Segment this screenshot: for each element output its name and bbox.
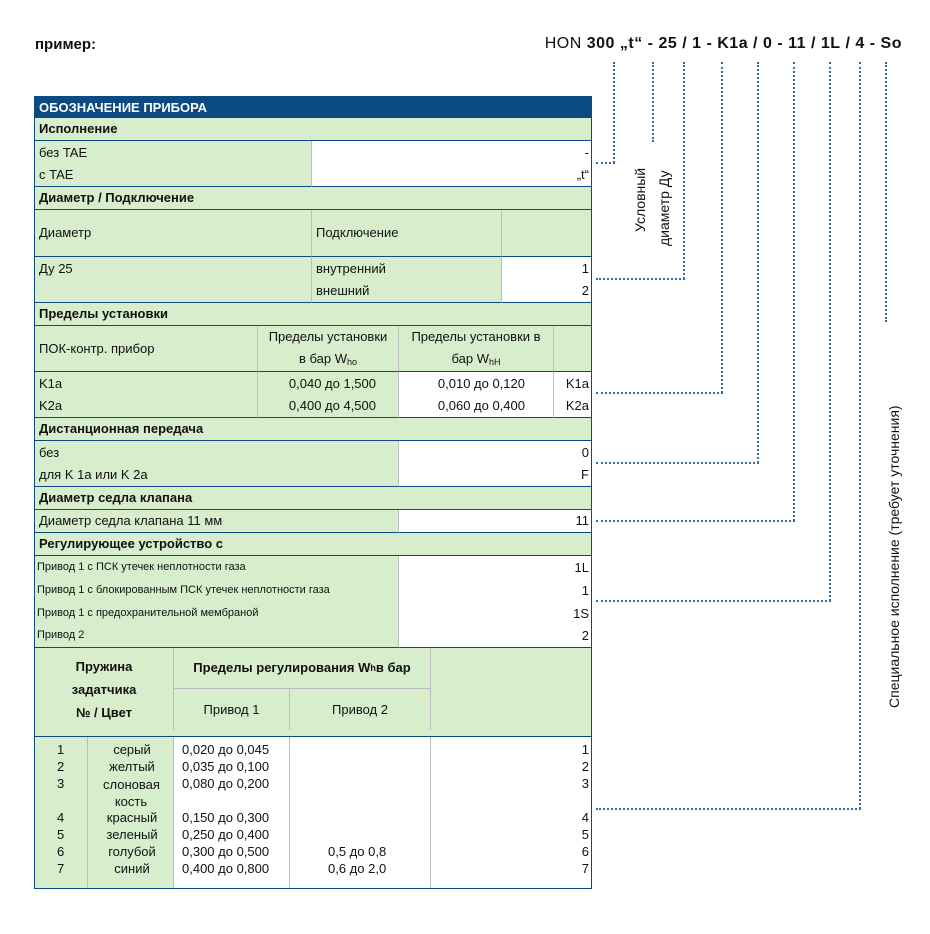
- dn-cell: [35, 257, 311, 303]
- header-line: Пределы установки в: [411, 329, 541, 345]
- code-part: /: [810, 35, 816, 52]
- example-label: пример:: [35, 36, 97, 53]
- code-part: HON: [544, 35, 582, 52]
- header-spacer: [35, 730, 592, 737]
- row-label: Привод 1 с ПСК утечек неплотности газа: [35, 556, 398, 579]
- col-header-diameter: Диаметр: [35, 210, 311, 257]
- range-header: Пределы регулирования W h в бар: [173, 648, 430, 689]
- code-part: -: [869, 35, 876, 52]
- model-code: [545, 35, 902, 53]
- table-row: 3 слоновая кость 0,080 до 0,200 3: [57, 776, 589, 809]
- row-code: 0: [398, 441, 592, 464]
- row-code: F: [398, 464, 592, 487]
- code-part: 300: [586, 35, 615, 52]
- table-row: 1 серый 0,020 до 0,045 1: [57, 742, 589, 757]
- who-value: 0,400 до 4,500: [257, 395, 398, 418]
- table-row: 4 красный 0,150 до 0,300 4: [57, 810, 589, 825]
- designation-table: [34, 96, 592, 889]
- row-label: Диаметр седла клапана 11 мм: [35, 510, 398, 533]
- col-header-drive2: Привод 2: [289, 689, 430, 730]
- col-header-whh: [398, 326, 553, 372]
- table-row: 6 голубой 0,300 до 0,500 0,5 до 0,8 6: [57, 844, 589, 859]
- spring-header: [35, 648, 173, 730]
- code-part: /: [682, 35, 688, 52]
- nominal-diameter-label-2: диаметр Ду: [656, 170, 672, 246]
- row-code: 1L: [398, 556, 592, 579]
- code-part: -: [706, 35, 713, 52]
- col-header-code: [430, 648, 592, 730]
- connection-value: внешний: [311, 280, 501, 303]
- section-title-remote: Дистанционная передача: [35, 418, 592, 441]
- row-label: для K 1a или K 2a: [35, 464, 398, 487]
- code-part: /: [753, 35, 758, 52]
- row-code: K1a: [553, 372, 592, 395]
- table-row: 7 синий 0,400 до 0,800 0,6 до 2,0 7: [57, 861, 589, 876]
- col-header-device: ПОК-контр. прибор: [35, 326, 257, 372]
- code-part: 1: [692, 35, 702, 52]
- header-line: бар $W_{hH}$: [451, 350, 501, 367]
- section-title-diameter: Диаметр / Подключение: [35, 187, 592, 210]
- table-title: ОБОЗНАЧЕНИЕ ПРИБОРА: [35, 97, 592, 118]
- row-label: без: [35, 441, 398, 464]
- row-code: 1: [398, 579, 592, 602]
- header-line: задатчика: [71, 681, 137, 697]
- code-part: 11: [788, 35, 807, 52]
- row-label: без TAE: [35, 141, 311, 164]
- row-code: 2: [398, 625, 592, 648]
- col-header-connection: Подключение: [311, 210, 501, 257]
- col-header-drive1: Привод 1: [173, 689, 289, 730]
- row-label: Привод 1 с блокированным ПСК утечек неплотности газа: [35, 579, 398, 602]
- header-line: Пределы установки: [268, 329, 388, 345]
- connection-value: внутренний: [311, 257, 501, 280]
- code-part: 0: [762, 35, 773, 52]
- code-part: So: [880, 35, 902, 52]
- whh-value: 0,060 до 0,400: [398, 395, 553, 418]
- device-name: K2a: [35, 395, 257, 418]
- row-code: 1S: [398, 602, 592, 625]
- row-label: с TAE: [35, 164, 311, 187]
- row-label: Привод 2: [35, 625, 398, 648]
- code-part: 4: [855, 35, 865, 52]
- row-code: 2: [501, 280, 592, 303]
- col-header-code: [553, 326, 592, 372]
- nominal-diameter-label-1: Условный: [632, 167, 648, 232]
- section-title-seat: Диаметр седла клапана: [35, 487, 592, 510]
- whh-value: 0,010 до 0,120: [398, 372, 553, 395]
- row-code: 1: [501, 257, 592, 280]
- code-part: „t“: [619, 35, 643, 52]
- header-line: № / Цвет: [75, 704, 133, 720]
- row-code: -: [311, 141, 592, 164]
- row-label: Привод 1 с предохранительной мембраной: [35, 602, 398, 625]
- who-value: 0,040 до 1,500: [257, 372, 398, 395]
- code-part: /: [845, 35, 851, 52]
- header-line: Пружина: [75, 658, 133, 674]
- section-title-limits: Пределы установки: [35, 303, 592, 326]
- device-name: K1a: [35, 372, 257, 395]
- table-row: 2 желтый 0,035 до 0,100 2: [57, 759, 589, 774]
- dn-value: Ду 25: [39, 261, 73, 276]
- code-part: -: [647, 35, 654, 52]
- section-title-execution: Исполнение: [35, 118, 592, 141]
- row-code: „t“: [311, 164, 592, 187]
- special-version-label: Специальное исполнение (требует уточнения): [886, 405, 902, 708]
- code-part: -: [777, 35, 784, 52]
- code-part: K1a: [717, 35, 749, 52]
- col-header-code: [501, 210, 592, 257]
- section-title-regulator: Регулирующее устройство с: [35, 533, 592, 556]
- code-part: 1L: [820, 35, 841, 52]
- header-line: в бар $W_{ho}$: [298, 350, 358, 367]
- table-row: 5 зеленый 0,250 до 0,400 5: [57, 827, 589, 842]
- row-code: K2a: [553, 395, 592, 418]
- code-part: 25: [658, 35, 678, 52]
- col-header-who: [257, 326, 398, 372]
- row-code: 11: [398, 510, 592, 533]
